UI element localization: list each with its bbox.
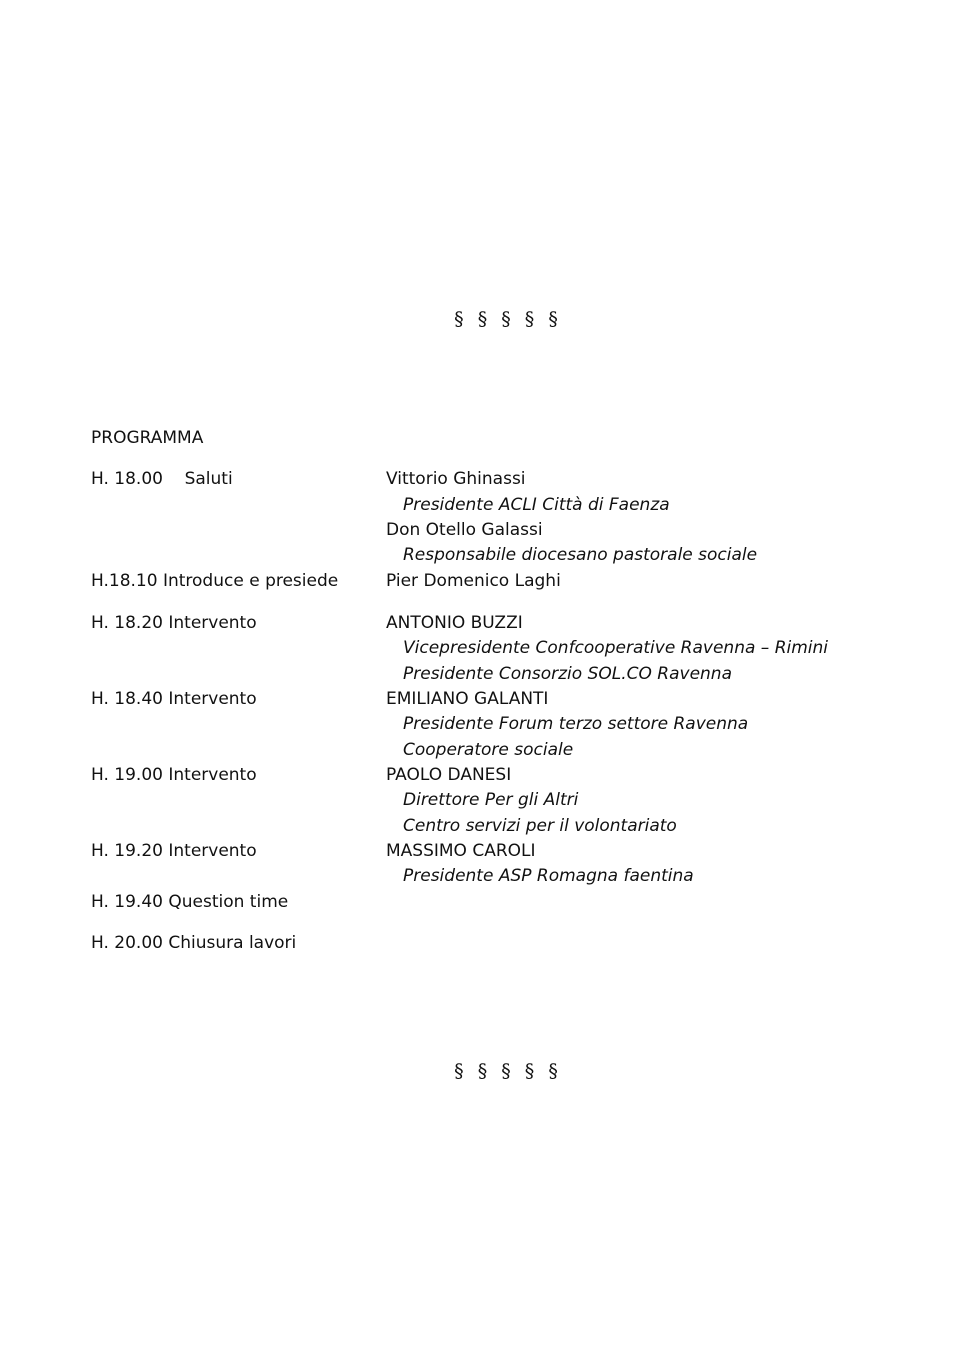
speaker-name: PAOLO DANESI bbox=[386, 765, 512, 785]
speaker-name: MASSIMO CAROLI bbox=[386, 841, 536, 861]
speaker-role: Centro servizi per il volontariato bbox=[403, 816, 677, 836]
section-separator-bottom: § § § § § bbox=[454, 1060, 562, 1082]
speaker-role: Presidente Consorzio SOL.CO Ravenna bbox=[403, 664, 732, 684]
speaker-name: Vittorio Ghinassi bbox=[386, 469, 526, 489]
speaker-name: ANTONIO BUZZI bbox=[386, 613, 523, 633]
speaker-name: Don Otello Galassi bbox=[386, 520, 543, 540]
speaker-name: EMILIANO GALANTI bbox=[386, 689, 549, 709]
program-heading: PROGRAMMA bbox=[91, 428, 204, 448]
section-separator-top: § § § § § bbox=[454, 308, 562, 330]
schedule-time-chiusura: H. 20.00 Chiusura lavori bbox=[91, 933, 297, 953]
speaker-role: Presidente Forum terzo settore Ravenna bbox=[403, 714, 749, 734]
speaker-role: Responsabile diocesano pastorale sociale bbox=[403, 545, 758, 565]
speaker-role: Vicepresidente Confcooperative Ravenna – Rimini bbox=[403, 638, 829, 658]
schedule-time-introduce: H.18.10 Introduce e presiede bbox=[91, 571, 339, 591]
schedule-time-intervento-3: H. 19.00 Intervento bbox=[91, 765, 257, 785]
schedule-time-question-time: H. 19.40 Question time bbox=[91, 892, 289, 912]
schedule-time-intervento-1: H. 18.20 Intervento bbox=[91, 613, 257, 633]
speaker-role: Direttore Per gli Altri bbox=[403, 790, 579, 810]
speaker-role: Presidente ACLI Città di Faenza bbox=[403, 495, 670, 515]
schedule-time-intervento-2: H. 18.40 Intervento bbox=[91, 689, 257, 709]
speaker-role: Presidente ASP Romagna faentina bbox=[403, 866, 694, 886]
speaker-role: Cooperatore sociale bbox=[403, 740, 574, 760]
schedule-time-intervento-4: H. 19.20 Intervento bbox=[91, 841, 257, 861]
schedule-time-saluti: H. 18.00 Saluti bbox=[91, 469, 233, 489]
speaker-name: Pier Domenico Laghi bbox=[386, 571, 561, 591]
